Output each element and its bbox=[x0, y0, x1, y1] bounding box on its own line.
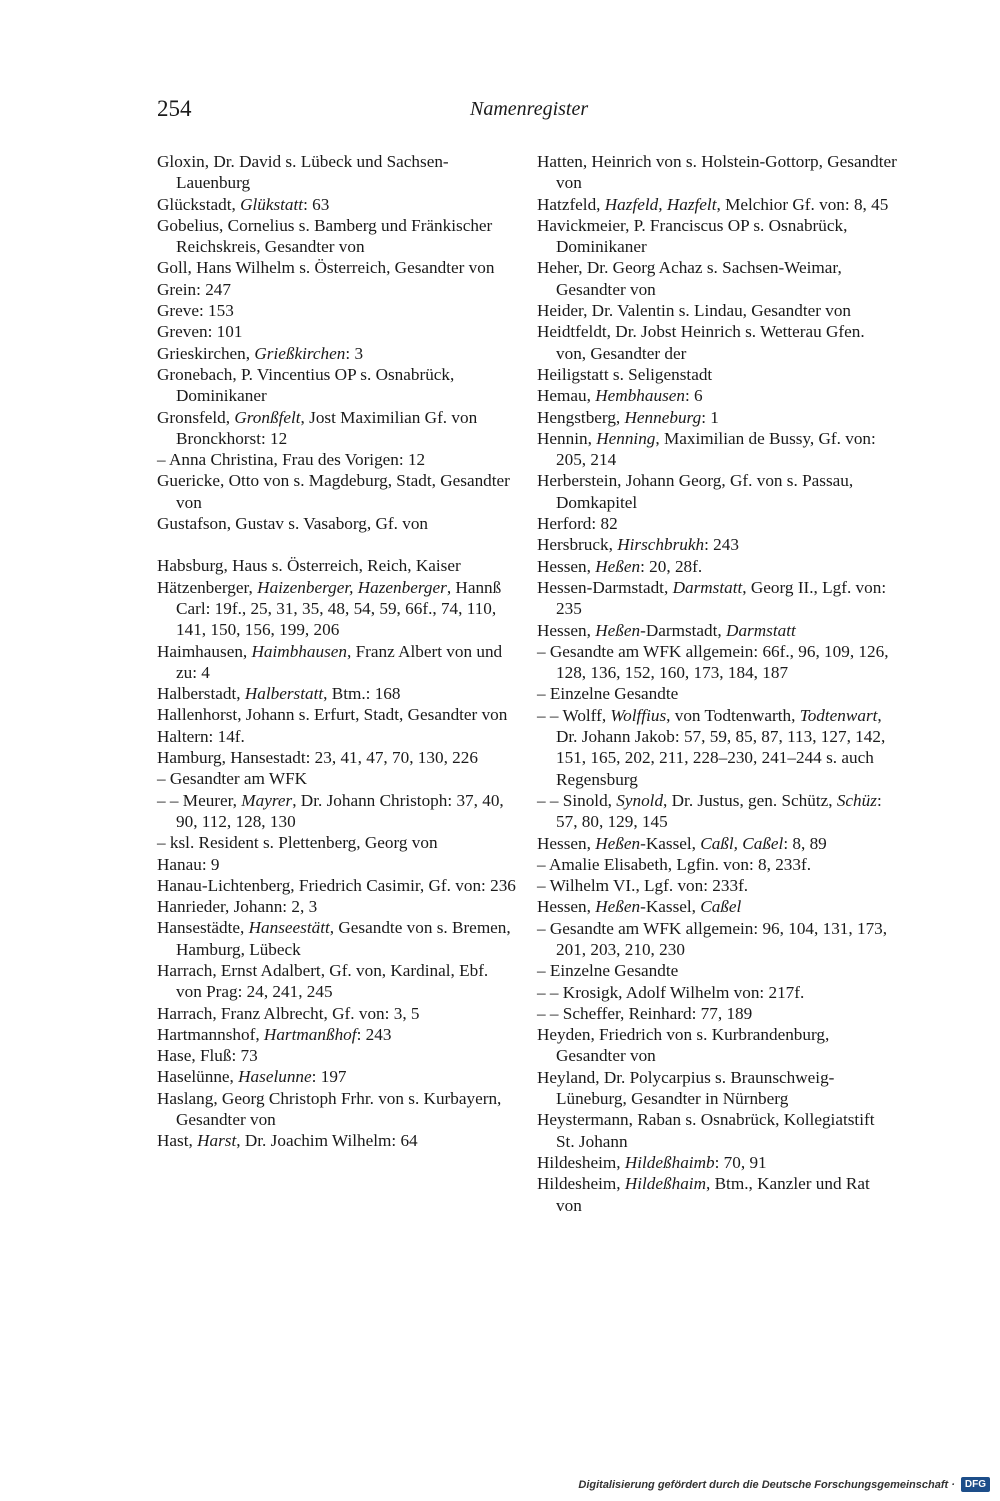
index-entry-text: Hätzenberger, bbox=[157, 577, 258, 597]
index-entry bbox=[537, 470, 897, 513]
index-entry bbox=[537, 1067, 897, 1110]
index-entry bbox=[157, 449, 517, 470]
index-entry-text: Havickmeier, P. Franciscus OP s. Osnabrück, Dominikaner bbox=[537, 215, 848, 257]
index-entry-text: – – Scheffer, Reinhard: 77, 189 bbox=[537, 1003, 753, 1023]
index-entry bbox=[537, 513, 897, 534]
index-entry bbox=[537, 683, 897, 704]
index-entry bbox=[157, 364, 517, 407]
index-entry-text: Herford: 82 bbox=[537, 514, 618, 534]
index-entry-text: Hase, Fluß: 73 bbox=[157, 1046, 258, 1066]
index-entry-text: , Jost Maximilian Gf. von Bronckhorst: 12 bbox=[176, 407, 478, 448]
index-entry bbox=[157, 300, 517, 321]
index-entry bbox=[537, 833, 897, 854]
index-entry bbox=[537, 790, 897, 833]
index-entry-text: Heystermann, Raban s. Osnabrück, Kollegiatstift St. Johann bbox=[537, 1110, 875, 1151]
index-entry bbox=[157, 896, 517, 917]
index-entry-text: Harrach, Ernst Adalbert, Gf. von, Kardinal, Ebf. von Prag: 24, 241, 245 bbox=[157, 960, 489, 1002]
index-entry-variant: Hazfeld, Hazfelt bbox=[604, 194, 717, 214]
index-entry-text: Herberstein, Johann Georg, Gf. von s. Passau, Domkapitel bbox=[537, 471, 854, 512]
index-entry-text: – – Sinold, bbox=[537, 790, 617, 810]
index-entry-variant: Grießkirchen bbox=[254, 343, 346, 363]
index-entry bbox=[157, 194, 517, 215]
index-entry bbox=[157, 555, 517, 576]
index-entry-text: Greve: 153 bbox=[157, 301, 234, 321]
index-entry-text: Heyland, Dr. Polycarpius s. Braunschweig-Lüneburg, Gesandter in Nürnberg bbox=[537, 1067, 835, 1109]
index-entry-text: : 63 bbox=[303, 194, 330, 214]
index-entry bbox=[157, 1088, 517, 1131]
index-entry bbox=[157, 513, 517, 534]
index-column-right bbox=[537, 151, 897, 1216]
index-entry-text: Grieskirchen, bbox=[157, 343, 255, 363]
index-entry bbox=[157, 343, 517, 364]
index-entry-text: , Dr. Johann Christoph: 37, 40, 90, 112, 128, 130 bbox=[176, 790, 504, 831]
index-entry-text: Hengstberg, bbox=[537, 407, 625, 427]
index-entry-text: : 6 bbox=[684, 386, 703, 406]
index-entry-variant: Darmstatt bbox=[726, 620, 796, 640]
index-entry-text: -Kassel, bbox=[640, 897, 701, 917]
index-entry bbox=[537, 1109, 897, 1152]
index-entry bbox=[537, 534, 897, 555]
index-entry bbox=[157, 790, 517, 833]
index-entry-variant: Wolffius bbox=[610, 705, 667, 725]
index-entry-text: – Gesandte am WFK allgemein: 96, 104, 131, 173, 201, 203, 210, 230 bbox=[537, 918, 888, 959]
index-entry-text: Hartmannshof, bbox=[157, 1024, 264, 1044]
index-entry-variant: Mayrer bbox=[241, 790, 293, 810]
index-entry-text: Heher, Dr. Georg Achaz s. Sachsen-Weimar, Gesandter von bbox=[537, 258, 842, 299]
index-entry bbox=[537, 705, 897, 790]
index-entry-text: Heider, Dr. Valentin s. Lindau, Gesandter von bbox=[537, 301, 852, 321]
index-entry bbox=[157, 832, 517, 853]
index-entry bbox=[157, 151, 517, 194]
index-entry-text: Glückstadt, bbox=[157, 194, 241, 214]
index-entry bbox=[157, 215, 517, 258]
index-entry bbox=[157, 854, 517, 875]
index-entry-variant: Halberstatt bbox=[244, 684, 324, 704]
index-entry-text: Grein: 247 bbox=[157, 279, 231, 299]
index-entry-text: Hallenhorst, Johann s. Erfurt, Stadt, Gesandter von bbox=[157, 705, 508, 725]
index-entry bbox=[157, 683, 517, 704]
index-entry bbox=[537, 875, 897, 896]
index-entry bbox=[537, 1152, 897, 1173]
index-entry-text: Hessen, bbox=[537, 833, 596, 853]
index-entry-text: Gronsfeld, bbox=[157, 407, 235, 427]
index-entry-variant: Caßel bbox=[700, 897, 742, 917]
index-entry-text: , Btm., Kanzler und Rat von bbox=[556, 1174, 870, 1215]
footer bbox=[578, 1477, 990, 1492]
index-entry bbox=[537, 385, 897, 406]
index-entry bbox=[537, 620, 897, 641]
index-entry-text: , Hannß Carl: 19f., 25, 31, 35, 48, 54, 59, 66f., 74, 110, 141, 150, 156, 199, 206 bbox=[176, 577, 502, 640]
index-entry-variant: Henning bbox=[596, 428, 656, 448]
index-entry bbox=[537, 194, 897, 215]
index-entry bbox=[157, 917, 517, 960]
index-entry-variant: Schüz bbox=[836, 790, 877, 810]
index-entry-text: Hessen-Darmstadt, bbox=[537, 577, 673, 597]
index-entry-variant: Henneburg bbox=[624, 407, 702, 427]
index-entry-variant: Haimbhausen bbox=[251, 641, 347, 661]
index-entry-variant: Heßen bbox=[595, 897, 641, 917]
index-entry-variant: Hirschbrukh bbox=[617, 535, 705, 555]
index-entry-text: Gloxin, Dr. David s. Lübeck und Sachsen-Lauenburg bbox=[157, 152, 449, 193]
index-entry bbox=[537, 151, 897, 194]
index-entry-text: Hemau, bbox=[537, 386, 596, 406]
index-entry bbox=[537, 854, 897, 875]
index-entry-variant: Haizenberger, Hazenberger bbox=[257, 577, 447, 597]
index-entry-text: Heyden, Friedrich von s. Kurbrandenburg, Gesandter von bbox=[537, 1025, 830, 1066]
index-entry bbox=[157, 1003, 517, 1024]
index-entry-text: Guericke, Otto von s. Magdeburg, Stadt, Gesandter von bbox=[157, 471, 510, 512]
index-entry-text: Hessen, bbox=[537, 897, 596, 917]
index-entry-variant: Haselunne bbox=[238, 1067, 312, 1087]
index-entry bbox=[537, 428, 897, 471]
index-entry-text: Gronebach, P. Vincentius OP s. Osnabrück, Dominikaner bbox=[157, 364, 455, 406]
index-entry bbox=[157, 407, 517, 450]
index-column-left bbox=[157, 151, 517, 1152]
index-entry bbox=[157, 726, 517, 747]
index-entry bbox=[537, 896, 897, 917]
index-entry-text: Hildesheim, bbox=[537, 1152, 625, 1172]
index-entry-text: : 243 bbox=[356, 1024, 392, 1044]
index-entry-text: Hersbruck, bbox=[537, 535, 618, 555]
index-entry bbox=[157, 641, 517, 684]
index-entry bbox=[537, 321, 897, 364]
index-entry-text: Halberstadt, bbox=[157, 684, 245, 704]
index-entry bbox=[157, 747, 517, 768]
index-entry bbox=[157, 470, 517, 513]
index-entry-text: Hatten, Heinrich von s. Holstein-Gottorp, Gesandter von bbox=[537, 152, 897, 193]
index-entry-variant: Heßen bbox=[595, 833, 641, 853]
index-entry-text: Haimhausen, bbox=[157, 641, 252, 661]
index-entry-text: , Dr. Johann Jakob: 57, 59, 85, 87, 113, 127, 142, 151, 165, 202, 211, 228–230, 241–244 s. auch Regensburg bbox=[556, 705, 886, 789]
index-entry-text: – Wilhelm VI., Lgf. von: 233f. bbox=[537, 876, 749, 896]
index-entry-text: – – Krosigk, Adolf Wilhelm von: 217f. bbox=[537, 982, 805, 1002]
index-entry-text: : 70, 91 bbox=[714, 1152, 767, 1172]
index-entry bbox=[537, 641, 897, 684]
index-entry-text: Harrach, Franz Albrecht, Gf. von: 3, 5 bbox=[157, 1003, 420, 1023]
index-entry-text: – Gesandte am WFK allgemein: 66f., 96, 109, 126, 128, 136, 152, 160, 173, 184, 187 bbox=[537, 641, 889, 683]
index-entry bbox=[157, 768, 517, 789]
index-entry bbox=[157, 704, 517, 725]
index-entry-variant: Heßen bbox=[595, 556, 641, 576]
footer-credit: Digitalisierung gefördert durch die Deutsche Forschungsgemeinschaft · bbox=[578, 1478, 955, 1491]
index-entry-text: , Btm.: 168 bbox=[323, 684, 401, 704]
index-entry bbox=[157, 960, 517, 1003]
index-entry bbox=[157, 321, 517, 342]
index-entry-text: Heiligstatt s. Seligenstadt bbox=[537, 364, 713, 384]
dfg-logo: DFG bbox=[961, 1477, 990, 1492]
page-number: 254 bbox=[157, 96, 192, 121]
index-entry-text: -Kassel, bbox=[640, 833, 701, 853]
index-entry-text: , von Todtenwarth, bbox=[666, 705, 800, 725]
index-entry-text: : 197 bbox=[311, 1067, 347, 1087]
index-entry-text: Greven: 101 bbox=[157, 322, 243, 342]
index-entry-text: Hatzfeld, bbox=[537, 194, 605, 214]
index-entry-text: Hildesheim, bbox=[537, 1174, 625, 1194]
index-entry-text: , Dr. Joachim Wilhelm: 64 bbox=[236, 1131, 418, 1151]
index-entry-variant: Caßl, Caßel bbox=[700, 833, 784, 853]
index-entry-text: Hanrieder, Johann: 2, 3 bbox=[157, 897, 318, 917]
index-entry-variant: Synold bbox=[616, 790, 664, 810]
index-entry bbox=[537, 982, 897, 1003]
index-entry-variant: Gronßfelt bbox=[234, 407, 301, 427]
index-entry-text: – Gesandter am WFK bbox=[157, 769, 308, 789]
index-entry-text: , Melchior Gf. von: 8, 45 bbox=[716, 194, 889, 214]
index-entry-text: : 3 bbox=[345, 343, 364, 363]
index-entry-text: Hanau: 9 bbox=[157, 854, 220, 874]
index-entry bbox=[157, 1045, 517, 1066]
index-entry bbox=[537, 215, 897, 258]
index-entry-text: Gustafson, Gustav s. Vasaborg, Gf. von bbox=[157, 514, 429, 534]
index-entry bbox=[157, 257, 517, 278]
index-entry-variant: Todtenwart bbox=[799, 705, 878, 725]
index-entry-text: Hansestädte, bbox=[157, 918, 249, 938]
index-entry-text: : 8, 89 bbox=[783, 833, 827, 853]
index-entry-text: , Dr. Justus, gen. Schütz, bbox=[663, 790, 837, 810]
index-entry-text: : 57, 80, 129, 145 bbox=[556, 790, 882, 832]
index-entry-text: Heidtfeldt, Dr. Jobst Heinrich s. Wetterau Gfen. von, Gesandter der bbox=[537, 322, 865, 363]
index-entry bbox=[537, 960, 897, 981]
index-entry-text: Hennin, bbox=[537, 428, 597, 448]
index-entry-text: Hanau-Lichtenberg, Friedrich Casimir, Gf. von: 236 bbox=[157, 875, 516, 895]
index-entry bbox=[537, 1173, 897, 1216]
index-entry bbox=[157, 279, 517, 300]
index-entry bbox=[157, 875, 517, 896]
index-entry bbox=[537, 918, 897, 961]
index-entry-variant: Glükstatt bbox=[240, 194, 304, 214]
index-entry-text: : 1 bbox=[701, 407, 719, 427]
index-entry bbox=[537, 556, 897, 577]
index-entry bbox=[537, 364, 897, 385]
index-entry-text: – Einzelne Gesandte bbox=[537, 684, 679, 704]
index-entry bbox=[157, 1066, 517, 1087]
index-entry-text: , Georg II., Lgf. von: 235 bbox=[556, 577, 887, 619]
index-entry-text: Haltern: 14f. bbox=[157, 726, 245, 746]
index-letter-gap bbox=[157, 534, 517, 555]
index-entry-variant: Hembhausen bbox=[595, 386, 685, 406]
index-entry-variant: Hildeßhaim bbox=[624, 1174, 706, 1194]
index-entry-text: – – Meurer, bbox=[157, 790, 242, 810]
index-entry-text: , Gesandte von s. Bremen, Hamburg, Lübeck bbox=[176, 918, 511, 959]
index-entry-variant: Heßen bbox=[595, 620, 641, 640]
index-entry-variant: Harst bbox=[197, 1131, 237, 1151]
index-entry-text: Haslang, Georg Christoph Frhr. von s. Kurbayern, Gesandter von bbox=[157, 1088, 502, 1130]
index-entry-text: , Maximilian de Bussy, Gf. von: 205, 214 bbox=[556, 428, 876, 470]
index-entry bbox=[537, 257, 897, 300]
index-entry-text: Gobelius, Cornelius s. Bamberg und Fränkischer Reichskreis, Gesandter von bbox=[157, 215, 493, 257]
index-entry-text: Hessen, bbox=[537, 620, 596, 640]
index-entry-text: -Darmstadt, bbox=[640, 620, 727, 640]
index-entry-text: – ksl. Resident s. Plettenberg, Georg von bbox=[157, 833, 438, 853]
index-entry-text: : 20, 28f. bbox=[640, 556, 703, 576]
index-entry bbox=[157, 1130, 517, 1151]
index-entry-variant: Hildeßhaimb bbox=[624, 1152, 715, 1172]
index-entry-text: Hessen, bbox=[537, 556, 596, 576]
index-entry-text: : 243 bbox=[704, 535, 739, 555]
running-title: Namenregister bbox=[470, 98, 589, 120]
index-entry-text: – Anna Christina, Frau des Vorigen: 12 bbox=[157, 450, 426, 470]
index-entry bbox=[537, 1024, 897, 1067]
index-entry-text: Hamburg, Hansestadt: 23, 41, 47, 70, 130, 226 bbox=[157, 748, 478, 768]
index-entry bbox=[537, 1003, 897, 1024]
index-entry-variant: Hartmanßhof bbox=[263, 1024, 357, 1044]
index-entry-text: Goll, Hans Wilhelm s. Österreich, Gesandter von bbox=[157, 258, 495, 278]
index-entry-text: Hast, bbox=[157, 1131, 198, 1151]
index-entry-text: – Einzelne Gesandte bbox=[537, 961, 679, 981]
index-entry-variant: Hanseestätt bbox=[248, 918, 330, 938]
index-entry bbox=[537, 407, 897, 428]
index-entry-text: Haselünne, bbox=[157, 1067, 239, 1087]
index-entry bbox=[157, 1024, 517, 1045]
index-entry-text: Habsburg, Haus s. Österreich, Reich, Kaiser bbox=[157, 556, 461, 576]
index-entry-text: , Franz Albert von und zu: 4 bbox=[176, 641, 503, 682]
index-entry-text: – – Wolff, bbox=[537, 705, 611, 725]
index-entry bbox=[537, 300, 897, 321]
index-entry-variant: Darmstatt bbox=[672, 577, 743, 597]
index-entry-text: – Amalie Elisabeth, Lgfin. von: 8, 233f. bbox=[537, 854, 812, 874]
index-entry bbox=[157, 577, 517, 641]
index-entry bbox=[537, 577, 897, 620]
